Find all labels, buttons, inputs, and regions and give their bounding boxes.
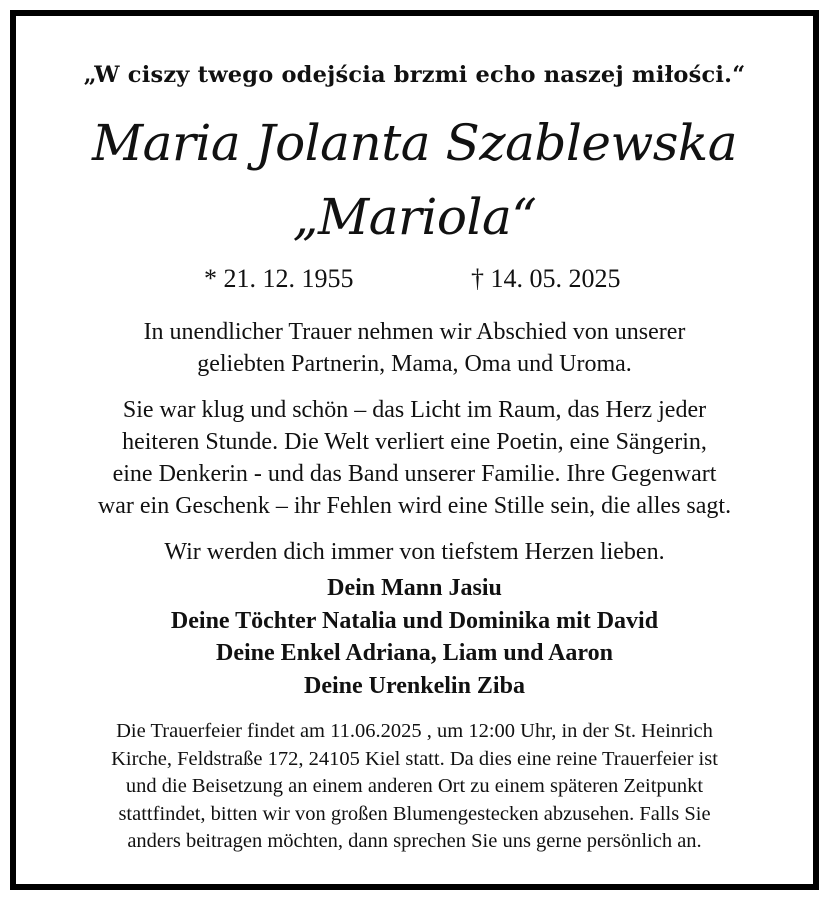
family-member-line: Deine Töchter Natalia und Dominika mit David — [170, 607, 659, 634]
tribute-line: heiteren Stunde. Die Welt verliert eine Poetin, eine Sängerin, — [122, 429, 707, 455]
family-signatures — [16, 572, 813, 702]
family-member-line: Deine Urenkelin Ziba — [304, 672, 525, 699]
tribute-line: Sie war klug und schön – das Licht im Raum, das Herz jeder — [122, 397, 707, 423]
death-date: † 14. 05. 2025 — [471, 264, 621, 293]
intro-line: In unendlicher Trauer nehmen wir Abschied von unserer — [143, 319, 686, 345]
notice-line: anders beitragen möchten, dann sprechen Sie uns gerne persönlich an. — [127, 830, 702, 853]
deceased-nickname: „Mariola“ — [292, 188, 537, 246]
family-member-line: Deine Enkel Adriana, Liam und Aaron — [216, 640, 613, 666]
notice-line: stattfindet, bitten wir von großen Blumengestecken abzusehen. Falls Sie — [118, 802, 711, 825]
family-member-line: Dein Mann Jasiu — [327, 575, 502, 601]
tribute-paragraph — [16, 394, 813, 522]
notice-line: und die Beisetzung an einem anderen Ort zu einem späteren Zeitpunkt — [125, 775, 704, 798]
motto-quote: „W ciszy twego odejścia brzmi echo naszej miłości.“ — [83, 62, 746, 88]
obituary-frame — [10, 10, 819, 890]
notice-line: Die Trauerfeier findet am 11.06.2025 , um 12:00 Uhr, in der St. Heinrich — [116, 720, 713, 742]
intro-line: geliebten Partnerin, Mama, Oma und Uroma. — [197, 351, 632, 377]
notice-line: Kirche, Feldstraße 172, 24105 Kiel statt. Da dies eine reine Trauerfeier ist — [111, 747, 718, 770]
intro-paragraph — [16, 316, 813, 380]
closing-line: Wir werden dich immer von tiefstem Herzen lieben. — [164, 539, 665, 565]
funeral-notice — [16, 718, 813, 856]
birth-date: * 21. 12. 1955 — [204, 264, 354, 293]
tribute-line: war ein Geschenk – ihr Fehlen wird eine Stille sein, die alles sagt. — [97, 493, 732, 519]
deceased-full-name: Maria Jolanta Szablewska — [91, 114, 738, 172]
tribute-line: eine Denkerin - und das Band unserer Familie. Ihre Gegenwart — [112, 461, 717, 487]
